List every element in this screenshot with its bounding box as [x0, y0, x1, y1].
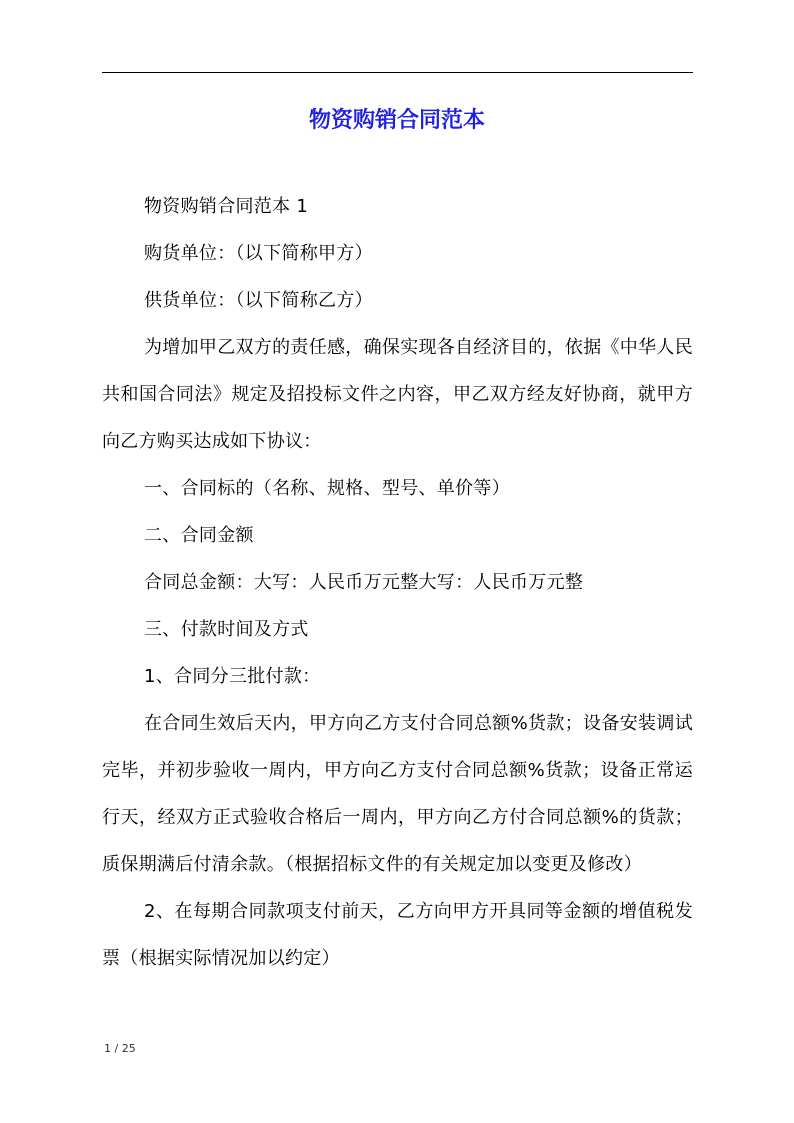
preamble-paragraph: 为增加甲乙双方的责任感，确保实现各自经济目的，依据《中华人民共和国合同法》规定及招投标文件之内容，甲乙双方经友好协商，就甲方向乙方购买达成如下协议：	[102, 337, 693, 452]
section-heading-subject: 一、合同标的（名称、规格、型号、单价等）	[144, 478, 510, 499]
total-amount-line: 合同总金额：大写：人民币万元整大写：人民币万元整	[144, 572, 584, 593]
section-heading-amount: 二、合同金额	[144, 525, 254, 546]
section-heading-payment: 三、付款时间及方式	[144, 619, 309, 640]
document-body	[102, 183, 693, 982]
page-number: 1 / 25	[104, 1042, 136, 1055]
document-title: 物资购销合同范本	[308, 108, 485, 133]
payment-clause-1-heading: 1、合同分三批付款：	[144, 666, 321, 687]
contract-subtitle: 物资购销合同范本 1	[144, 196, 309, 217]
payment-schedule-paragraph: 在合同生效后天内，甲方向乙方支付合同总额%货款；设备安装调试完毕，并初步验收一周内，甲方向乙方支付合同总额%货款；设备正常运行天，经双方正式验收合格后一周内，甲方向乙方付合同总额%的货款；质保期满后付清余款。（根据招标文件的有关规定加以变更及修改）	[102, 713, 693, 875]
buyer-line: 购货单位：（以下简称甲方）	[144, 243, 373, 264]
supplier-line: 供货单位：（以下简称乙方）	[144, 290, 373, 311]
header-rule	[102, 72, 693, 73]
payment-clause-2: 2、在每期合同款项支付前天，乙方向甲方开具同等金额的增值税发票（根据实际情况加以约定）	[102, 901, 693, 969]
